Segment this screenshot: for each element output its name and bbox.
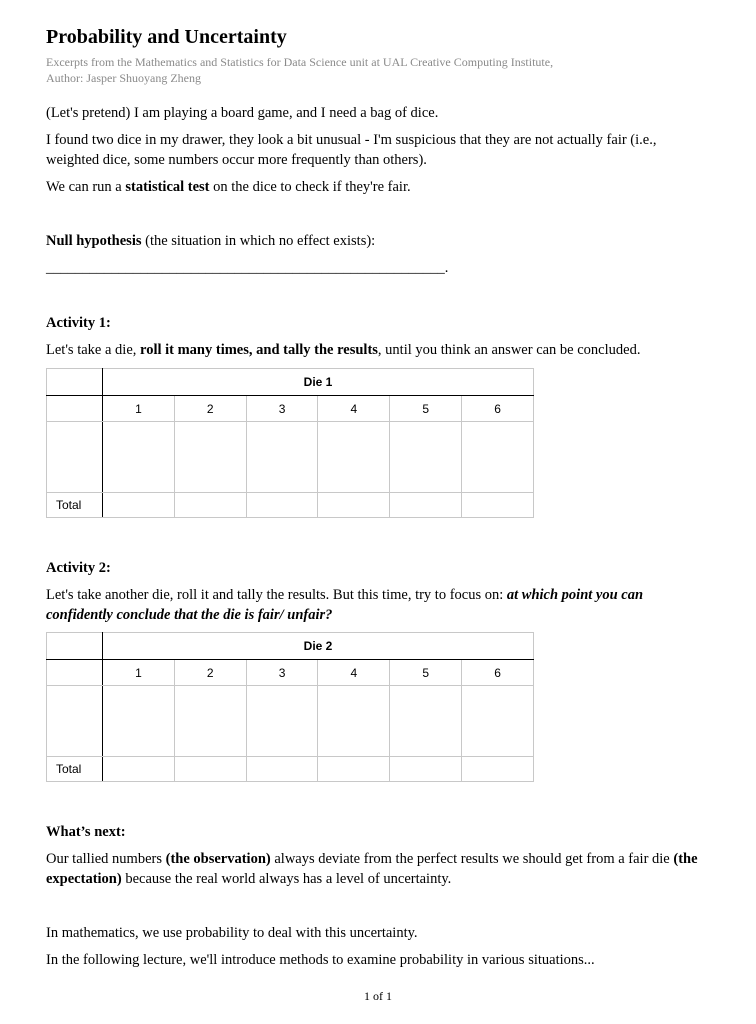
activity2-pre: Let's take another die, roll it and tally the results. But this time, try to focus on: bbox=[46, 587, 507, 603]
die1-face-5: 5 bbox=[390, 396, 462, 422]
die1-face-1: 1 bbox=[103, 396, 175, 422]
activity1-post: , until you think an answer can be concluded. bbox=[377, 342, 641, 358]
die1-tally-cell-5 bbox=[390, 422, 462, 493]
die1-tally-cell-2 bbox=[174, 422, 246, 493]
whats-next-paragraph-2: In mathematics, we use probability to deal with this uncertainty. bbox=[46, 925, 418, 941]
activity1-heading: Activity 1: bbox=[46, 315, 111, 331]
activity2-instructions bbox=[46, 585, 710, 625]
die1-table-title: Die 1 bbox=[103, 369, 534, 396]
die1-total-cell-6 bbox=[462, 493, 534, 518]
whats-next-heading: What’s next: bbox=[46, 824, 126, 840]
null-hypothesis-text: (the situation in which no effect exists): bbox=[141, 233, 376, 249]
intro-paragraph-3 bbox=[46, 177, 706, 197]
intro-p3-post: on the dice to check if they're fair. bbox=[209, 179, 411, 195]
activity1-instructions bbox=[46, 340, 706, 360]
die1-face-2: 2 bbox=[174, 396, 246, 422]
die2-face-2: 2 bbox=[174, 660, 246, 686]
whats-next-paragraph-1 bbox=[46, 849, 710, 889]
die2-total-cell-5 bbox=[390, 757, 462, 782]
null-hypothesis-line bbox=[46, 231, 706, 251]
whats-next-s1: Our tallied numbers bbox=[46, 851, 166, 867]
intro-paragraph-1: (Let's pretend) I am playing a board game, and I need a bag of dice. bbox=[46, 105, 439, 121]
die1-faces-row bbox=[47, 396, 534, 422]
die2-face-3: 3 bbox=[246, 660, 318, 686]
activity2-bold-italic: at which point you can confidently conclude that the die is fair/ unfair? bbox=[46, 587, 644, 623]
die2-total-cell-2 bbox=[174, 757, 246, 782]
die2-face-5: 5 bbox=[390, 660, 462, 686]
die1-tally-cell-1 bbox=[103, 422, 175, 493]
die2-total-cell-4 bbox=[318, 757, 390, 782]
die1-total-cell-3 bbox=[246, 493, 318, 518]
die2-tally-cell-6 bbox=[462, 686, 534, 757]
die2-tally-cell-2 bbox=[174, 686, 246, 757]
die2-total-cell-1 bbox=[103, 757, 175, 782]
page-number: 1 of 1 bbox=[364, 989, 392, 1003]
die2-tally-cell-1 bbox=[103, 686, 175, 757]
die1-tally-label-cell bbox=[47, 422, 103, 493]
die2-tally-label-cell bbox=[47, 686, 103, 757]
die1-face-3: 3 bbox=[246, 396, 318, 422]
die2-face-1: 1 bbox=[103, 660, 175, 686]
whats-next-s2: always deviate from the perfect results we should get from a fair die bbox=[270, 851, 674, 867]
die1-total-cell-1 bbox=[103, 493, 175, 518]
die2-total-cell-3 bbox=[246, 757, 318, 782]
die1-total-cell-5 bbox=[390, 493, 462, 518]
die2-faces-label-cell bbox=[47, 660, 103, 686]
die1-total-row bbox=[47, 493, 534, 518]
null-hypothesis-label: Null hypothesis bbox=[46, 233, 142, 249]
die1-header-row bbox=[47, 369, 534, 396]
die1-tally-cell-4 bbox=[318, 422, 390, 493]
die1-tally-table bbox=[46, 368, 534, 518]
die2-face-6: 6 bbox=[462, 660, 534, 686]
die1-tally-cell-6 bbox=[462, 422, 534, 493]
die1-total-label: Total bbox=[47, 493, 103, 518]
die1-total-cell-2 bbox=[174, 493, 246, 518]
activity1-pre: Let's take a die, bbox=[46, 342, 141, 358]
die2-face-4: 4 bbox=[318, 660, 390, 686]
die2-tally-cell-4 bbox=[318, 686, 390, 757]
subtitle bbox=[46, 54, 666, 86]
die1-faces-label-cell bbox=[47, 396, 103, 422]
subtitle-author: Author: Jasper Shuoyang Zheng bbox=[46, 71, 201, 85]
die1-tally-row bbox=[47, 422, 534, 493]
die2-total-label: Total bbox=[47, 757, 103, 782]
null-hypothesis-blank: _______________________________________________________. bbox=[46, 260, 449, 276]
intro-p3-pre: We can run a bbox=[46, 179, 126, 195]
die2-total-cell-6 bbox=[462, 757, 534, 782]
intro-paragraph-2: I found two dice in my drawer, they look a bit unusual - I'm suspicious that they are not actually fair (i.e., weighted dice, some numbers occur more frequently than others). bbox=[46, 132, 657, 168]
die2-total-row bbox=[47, 757, 534, 782]
intro-p3-bold: statistical test bbox=[125, 179, 210, 195]
activity1-bold: roll it many times, and tally the results bbox=[140, 342, 378, 358]
die2-table-title: Die 2 bbox=[103, 633, 534, 660]
die1-face-4: 4 bbox=[318, 396, 390, 422]
whats-next-s3: because the real world always has a level of uncertainty. bbox=[121, 871, 452, 887]
activity2-heading: Activity 2: bbox=[46, 560, 111, 576]
whats-next-paragraph-3: In the following lecture, we'll introduce methods to examine probability in various situations... bbox=[46, 952, 595, 968]
die1-tally-cell-3 bbox=[246, 422, 318, 493]
subtitle-source: Excerpts from the Mathematics and Statistics for Data Science unit at UAL Creative Computing Institute, bbox=[46, 55, 554, 69]
die2-tally-cell-5 bbox=[390, 686, 462, 757]
die2-tally-row bbox=[47, 686, 534, 757]
whats-next-observation: (the observation) bbox=[165, 851, 271, 867]
die2-corner-cell bbox=[47, 633, 103, 660]
die1-total-cell-4 bbox=[318, 493, 390, 518]
die2-tally-cell-3 bbox=[246, 686, 318, 757]
die2-tally-table bbox=[46, 632, 534, 782]
whats-next-expectation: (the expectation) bbox=[46, 851, 698, 887]
page-title: Probability and Uncertainty bbox=[46, 26, 287, 48]
die2-header-row bbox=[47, 633, 534, 660]
die2-faces-row bbox=[47, 660, 534, 686]
die1-face-6: 6 bbox=[462, 396, 534, 422]
die1-corner-cell bbox=[47, 369, 103, 396]
